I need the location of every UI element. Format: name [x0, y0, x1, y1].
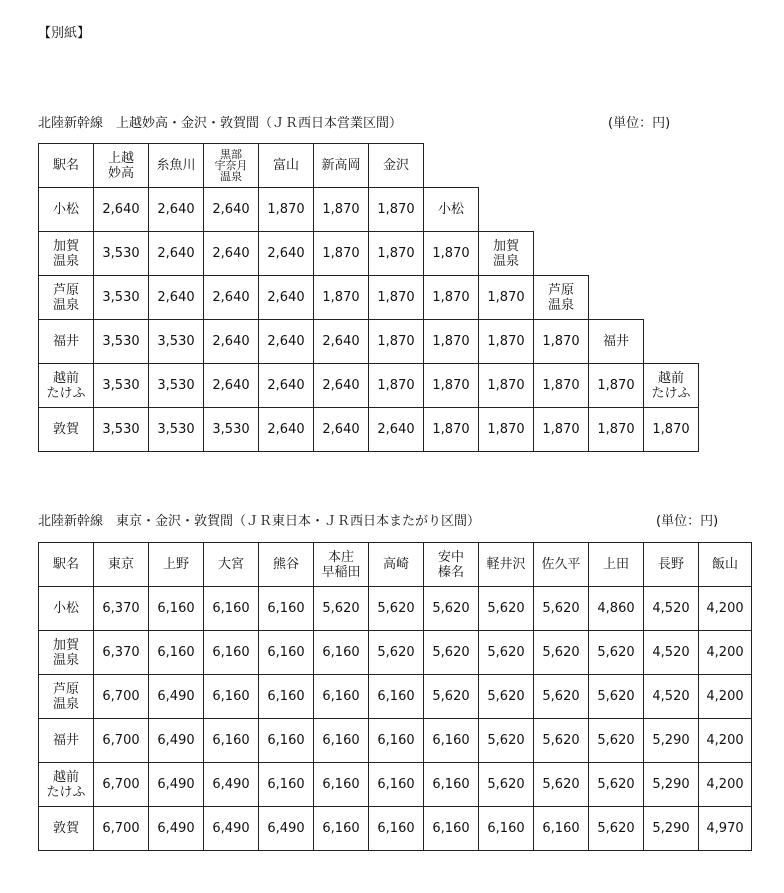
fare-cell: 1,870: [424, 408, 479, 452]
fare-cell: 5,620: [369, 631, 424, 675]
table-row: [39, 320, 699, 364]
table-row: [39, 675, 752, 719]
fare-cell: 6,160: [369, 763, 424, 807]
fare-cell: 3,530: [94, 276, 149, 320]
empty-cell: [644, 232, 699, 276]
fare-cell: 2,640: [204, 232, 259, 276]
diagonal-station: 福井: [589, 320, 644, 364]
fare-cell: 1,870: [589, 408, 644, 452]
empty-cell: [479, 188, 534, 232]
column-header: 高崎: [369, 543, 424, 587]
fare-cell: 6,160: [314, 719, 369, 763]
fare-cell: 2,640: [259, 276, 314, 320]
fare-cell: 1,870: [479, 364, 534, 408]
fare-cell: 6,160: [424, 763, 479, 807]
table-header-row: [39, 543, 752, 587]
fare-cell: 2,640: [314, 408, 369, 452]
fare-cell: 6,490: [149, 763, 204, 807]
empty-cell: [479, 144, 534, 188]
fare-cell: 1,870: [314, 188, 369, 232]
fare-cell: 1,870: [369, 320, 424, 364]
empty-cell: [589, 188, 644, 232]
row-station: 福井: [39, 719, 94, 763]
column-header: 黒部 宇奈月 温泉: [204, 144, 259, 188]
empty-cell: [534, 188, 589, 232]
fare-cell: 6,370: [94, 587, 149, 631]
row-station: 芦原 温泉: [39, 675, 94, 719]
empty-cell: [644, 320, 699, 364]
fare-cell: 2,640: [204, 320, 259, 364]
empty-cell: [534, 232, 589, 276]
column-header: 駅名: [39, 543, 94, 587]
fare-cell: 2,640: [94, 188, 149, 232]
fare-cell: 6,160: [479, 807, 534, 851]
fare-cell: 2,640: [259, 364, 314, 408]
fare-cell: 6,490: [204, 807, 259, 851]
fare-cell: 5,620: [424, 587, 479, 631]
column-header: 金沢: [369, 144, 424, 188]
fare-cell: 4,200: [699, 719, 752, 763]
fare-cell: 6,160: [369, 675, 424, 719]
column-header: 上野: [149, 543, 204, 587]
fare-cell: 5,620: [424, 675, 479, 719]
fare-cell: 5,620: [534, 587, 589, 631]
column-header: 富山: [259, 144, 314, 188]
fare-cell: 2,640: [314, 364, 369, 408]
fare-cell: 6,160: [424, 719, 479, 763]
table-row: [39, 364, 699, 408]
fare-cell: 6,160: [204, 587, 259, 631]
column-header: 上田: [589, 543, 644, 587]
fare-cell: 6,160: [314, 763, 369, 807]
fare-cell: 2,640: [314, 320, 369, 364]
column-header: 軽井沢: [479, 543, 534, 587]
table-row: [39, 408, 699, 452]
fare-cell: 6,490: [149, 719, 204, 763]
fare-cell: 5,620: [589, 807, 644, 851]
table2-caption: 北陸新幹線 東京・金沢・敦賀間（ＪＲ東日本・ＪＲ西日本またがり区間）: [38, 514, 481, 529]
fare-cell: 6,490: [204, 763, 259, 807]
fare-cell: 5,620: [479, 675, 534, 719]
fare-cell: 1,870: [369, 232, 424, 276]
fare-cell: 6,160: [259, 675, 314, 719]
fare-cell: 5,620: [314, 587, 369, 631]
column-header: 佐久平: [534, 543, 589, 587]
fare-cell: 1,870: [314, 232, 369, 276]
row-station: 加賀 温泉: [39, 631, 94, 675]
fare-cell: 3,530: [94, 408, 149, 452]
table1-unit: (単位：円): [608, 116, 671, 131]
column-header: 糸魚川: [149, 144, 204, 188]
fare-cell: 5,620: [589, 631, 644, 675]
fare-cell: 3,530: [149, 408, 204, 452]
fare-cell: 6,160: [314, 631, 369, 675]
column-header: 安中 榛名: [424, 543, 479, 587]
fare-cell: 6,160: [424, 807, 479, 851]
fare-cell: 6,160: [259, 631, 314, 675]
fare-cell: 6,160: [259, 719, 314, 763]
fare-cell: 5,620: [534, 675, 589, 719]
fare-cell: 6,490: [149, 807, 204, 851]
empty-cell: [589, 232, 644, 276]
fare-cell: 4,520: [644, 675, 699, 719]
fare-cell: 2,640: [259, 408, 314, 452]
fare-cell: 2,640: [149, 188, 204, 232]
fare-cell: 5,620: [589, 719, 644, 763]
fare-cell: 1,870: [259, 188, 314, 232]
diagonal-station: 小松: [424, 188, 479, 232]
fare-cell: 6,160: [149, 631, 204, 675]
fare-cell: 2,640: [204, 188, 259, 232]
fare-cell: 5,620: [479, 763, 534, 807]
table-row: [39, 188, 699, 232]
fare-table-cross: [38, 542, 752, 851]
fare-cell: 3,530: [94, 364, 149, 408]
table-header-row: [39, 144, 699, 188]
table-row: [39, 587, 752, 631]
empty-cell: [644, 144, 699, 188]
fare-cell: 5,620: [589, 675, 644, 719]
fare-cell: 3,530: [149, 320, 204, 364]
fare-cell: 6,160: [204, 719, 259, 763]
fare-cell: 2,640: [149, 276, 204, 320]
fare-cell: 6,700: [94, 807, 149, 851]
empty-cell: [644, 276, 699, 320]
fare-cell: 3,530: [94, 232, 149, 276]
fare-cell: 1,870: [589, 364, 644, 408]
annex-label: 【別紙】: [38, 26, 91, 41]
fare-cell: 6,700: [94, 719, 149, 763]
fare-cell: 1,870: [369, 188, 424, 232]
fare-cell: 6,160: [204, 675, 259, 719]
fare-cell: 5,290: [644, 763, 699, 807]
empty-cell: [534, 144, 589, 188]
fare-cell: 6,700: [94, 763, 149, 807]
fare-cell: 2,640: [259, 320, 314, 364]
column-header: 東京: [94, 543, 149, 587]
column-header: 熊谷: [259, 543, 314, 587]
table-row: [39, 763, 752, 807]
fare-cell: 6,160: [204, 631, 259, 675]
table-row: [39, 807, 752, 851]
fare-cell: 4,200: [699, 587, 752, 631]
row-station: 越前 たけふ: [39, 364, 94, 408]
fare-cell: 5,620: [424, 631, 479, 675]
fare-cell: 5,290: [644, 807, 699, 851]
fare-cell: 6,160: [534, 807, 589, 851]
fare-cell: 1,870: [479, 408, 534, 452]
fare-cell: 5,620: [534, 719, 589, 763]
fare-cell: 1,870: [369, 276, 424, 320]
row-station: 敦賀: [39, 807, 94, 851]
row-station: 加賀 温泉: [39, 232, 94, 276]
fare-cell: 4,200: [699, 631, 752, 675]
empty-cell: [589, 276, 644, 320]
fare-cell: 1,870: [424, 364, 479, 408]
diagonal-station: 越前 たけふ: [644, 364, 699, 408]
fare-cell: 6,370: [94, 631, 149, 675]
fare-cell: 6,160: [314, 807, 369, 851]
fare-cell: 2,640: [204, 364, 259, 408]
fare-cell: 1,870: [534, 320, 589, 364]
fare-table-west: [38, 143, 699, 452]
fare-cell: 4,200: [699, 675, 752, 719]
fare-cell: 1,870: [534, 408, 589, 452]
fare-cell: 6,160: [314, 675, 369, 719]
fare-cell: 6,160: [369, 719, 424, 763]
fare-cell: 2,640: [369, 408, 424, 452]
row-station: 小松: [39, 188, 94, 232]
fare-cell: 6,160: [259, 763, 314, 807]
fare-cell: 4,860: [589, 587, 644, 631]
fare-cell: 1,870: [424, 232, 479, 276]
fare-cell: 4,200: [699, 763, 752, 807]
table-row: [39, 719, 752, 763]
row-station: 越前 たけふ: [39, 763, 94, 807]
column-header: 大宮: [204, 543, 259, 587]
diagonal-station: 加賀 温泉: [479, 232, 534, 276]
empty-cell: [589, 144, 644, 188]
column-header: 駅名: [39, 144, 94, 188]
fare-cell: 5,290: [644, 719, 699, 763]
diagonal-station: 芦原 温泉: [534, 276, 589, 320]
row-station: 敦賀: [39, 408, 94, 452]
fare-cell: 6,160: [259, 587, 314, 631]
fare-cell: 1,870: [534, 364, 589, 408]
fare-cell: 4,970: [699, 807, 752, 851]
fare-cell: 6,160: [369, 807, 424, 851]
column-header: 上越 妙高: [94, 144, 149, 188]
fare-cell: 5,620: [479, 719, 534, 763]
column-header: 本庄 早稲田: [314, 543, 369, 587]
fare-cell: 3,530: [204, 408, 259, 452]
fare-cell: 1,870: [644, 408, 699, 452]
column-header: 長野: [644, 543, 699, 587]
row-station: 福井: [39, 320, 94, 364]
row-station: 小松: [39, 587, 94, 631]
fare-cell: 3,530: [149, 364, 204, 408]
fare-cell: 1,870: [424, 320, 479, 364]
fare-cell: 5,620: [534, 631, 589, 675]
fare-cell: 1,870: [314, 276, 369, 320]
row-station: 芦原 温泉: [39, 276, 94, 320]
fare-cell: 3,530: [94, 320, 149, 364]
fare-cell: 6,490: [149, 675, 204, 719]
fare-cell: 2,640: [259, 232, 314, 276]
fare-cell: 1,870: [424, 276, 479, 320]
fare-cell: 6,160: [149, 587, 204, 631]
fare-cell: 2,640: [149, 232, 204, 276]
table-row: [39, 232, 699, 276]
fare-cell: 1,870: [479, 320, 534, 364]
fare-cell: 5,620: [589, 763, 644, 807]
fare-cell: 1,870: [369, 364, 424, 408]
fare-cell: 4,520: [644, 631, 699, 675]
fare-cell: 5,620: [479, 631, 534, 675]
fare-cell: 2,640: [204, 276, 259, 320]
table-row: [39, 631, 752, 675]
empty-cell: [424, 144, 479, 188]
fare-cell: 1,870: [479, 276, 534, 320]
table1-caption: 北陸新幹線 上越妙高・金沢・敦賀間（ＪＲ西日本営業区間）: [38, 116, 403, 131]
empty-cell: [644, 188, 699, 232]
fare-cell: 4,520: [644, 587, 699, 631]
fare-cell: 5,620: [479, 587, 534, 631]
fare-cell: 6,490: [259, 807, 314, 851]
table-row: [39, 276, 699, 320]
fare-cell: 6,700: [94, 675, 149, 719]
fare-cell: 5,620: [369, 587, 424, 631]
table2-unit: (単位：円): [656, 514, 719, 529]
column-header: 飯山: [699, 543, 752, 587]
column-header: 新高岡: [314, 144, 369, 188]
fare-cell: 5,620: [534, 763, 589, 807]
